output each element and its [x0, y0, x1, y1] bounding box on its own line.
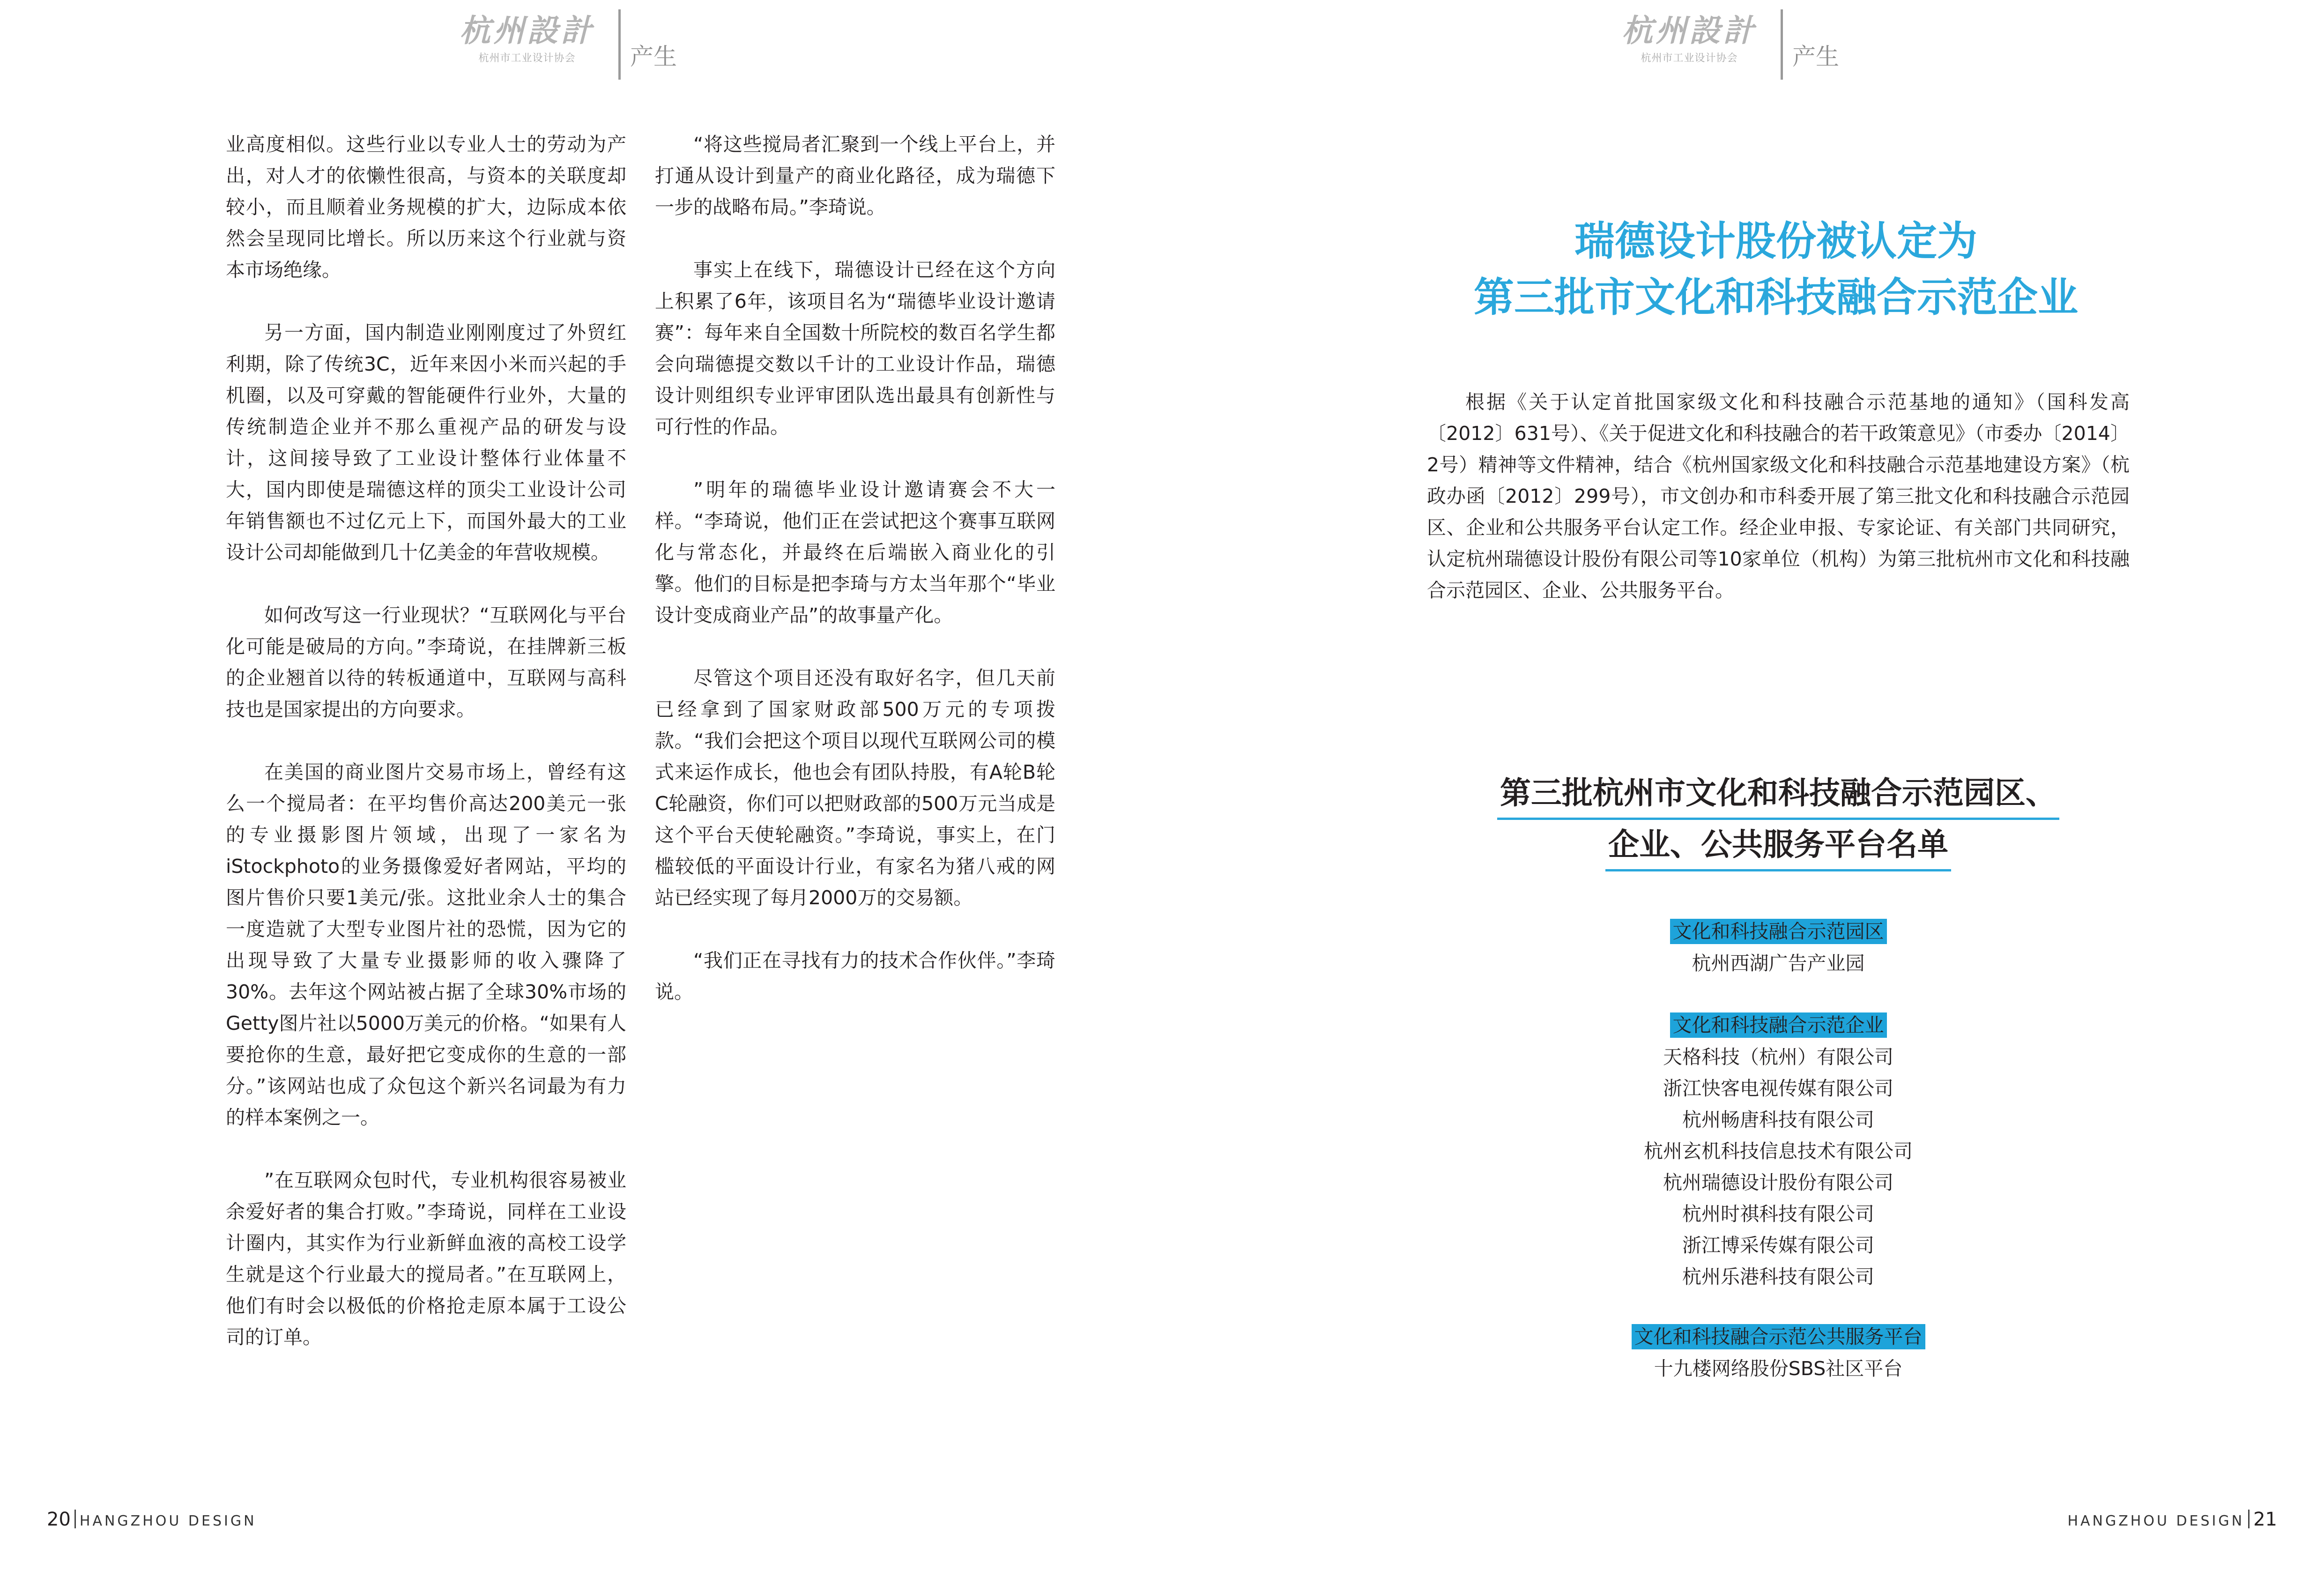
list-item: 杭州时祺科技有限公司	[1682, 1203, 1874, 1225]
page-header	[1162, 9, 2324, 80]
list-item: 杭州玄机科技信息技术有限公司	[1644, 1140, 1913, 1162]
paragraph: 业高度相似。这些行业以专业人士的劳动为产出，对人才的依懒性很高，与资本的关联度却较小，而且顺着业务规模的扩大，边际成本依然会呈现同比增长。所以历来这个行业就与资本市场绝缘。	[226, 133, 626, 281]
footer-divider	[2248, 1510, 2250, 1528]
section-label: 产生	[1792, 43, 1839, 70]
brand	[450, 9, 604, 66]
list-item: 杭州畅唐科技有限公司	[1682, 1109, 1874, 1131]
paragraph: ”在互联网众包时代，专业机构很容易被业余爱好者的集合打败。”李琦说，同样在工业设计圈内，其实作为行业新鲜血液的高校工设学生就是这个行业最大的搅局者。”在互联网上，他们有时会以极低的价格抢走原本属于工设公司的订单。	[226, 1169, 626, 1348]
page-number: 20	[47, 1509, 71, 1530]
page-footer	[47, 1508, 257, 1531]
list-item: 天格科技（杭州）有限公司	[1663, 1046, 1893, 1068]
paragraph: 另一方面，国内制造业刚刚度过了外贸红利期，除了传统3C，近年来因小米而兴起的手机圈，以及可穿戴的智能硬件行业外，大量的传统制造企业并不那么重视产品的研发与设计，这间接导致了工业设计整体行业体量不大，国内即使是瑞德这样的顶尖工业设计公司年销售额也不过亿元上下，而国外最大的工业设计公司却能做到几十亿美金的年营收规模。	[226, 321, 626, 564]
headline-line: 第三批市文化和科技融合示范企业	[1474, 274, 2078, 321]
page-number: 21	[2253, 1509, 2277, 1530]
brand	[1612, 9, 1767, 66]
header-divider	[618, 9, 621, 80]
category-label: 文化和科技融合示范公共服务平台	[1632, 1324, 1925, 1349]
paragraph: “将这些搅局者汇聚到一个线上平台上，并打通从设计到量产的商业化路径，成为瑞德下一步的战略布局。”李琦说。	[655, 133, 1055, 218]
list-title-line: 企业、公共服务平台名单	[1605, 820, 1951, 871]
list-title-line: 第三批杭州市文化和科技融合示范园区、	[1497, 768, 2059, 820]
list-item: 浙江博采传媒有限公司	[1682, 1234, 1874, 1257]
category-label: 文化和科技融合示范园区	[1670, 919, 1887, 944]
page-header	[0, 9, 1162, 80]
brand-subtitle: 杭州市工业设计协会	[478, 52, 576, 64]
article-column-1	[226, 129, 626, 1384]
list-item: 浙江快客电视传媒有限公司	[1663, 1077, 1893, 1100]
category-label: 文化和科技融合示范企业	[1670, 1012, 1887, 1038]
magazine-name: HANGZHOU DESIGN	[2067, 1513, 2245, 1529]
list-item: 杭州瑞德设计股份有限公司	[1663, 1171, 1893, 1194]
article-headline	[1378, 213, 2174, 326]
list-title	[1450, 768, 2106, 871]
list-item: 杭州西湖广告产业园	[1692, 952, 1865, 975]
article-column-2	[655, 129, 1055, 1039]
category-platforms	[1427, 1321, 2130, 1384]
paragraph: “我们正在寻找有力的技术合作伙伴。”李琦说。	[655, 949, 1055, 1003]
category-parks	[1427, 916, 2130, 979]
brand-logo: 杭州設計	[1622, 12, 1757, 49]
section-label: 产生	[630, 43, 677, 70]
paragraph: 尽管这个项目还没有取好名字，但几天前已经拿到了国家财政部500万元的专项拨款。“我们会把这个项目以现代互联网公司的模式来运作成长，他也会有团队持股，有A轮B轮C轮融资，你们可以把财政部的500万元当成是这个平台天使轮融资。”李琦说，事实上，在门槛较低的平面设计行业，有家名为猪八戒的网站已经实现了每月2000万的交易额。	[655, 667, 1055, 909]
page-footer	[2067, 1508, 2277, 1531]
headline-line: 瑞德设计股份被认定为	[1574, 217, 1977, 265]
header-divider	[1781, 9, 1783, 80]
lead-paragraph: 根据《关于认定首批国家级文化和科技融合示范基地的通知》（国科发高〔2012〕631号）、《关于促进文化和科技融合的若干政策意见》（市委办〔2014〕2号）精神等文件精神，结合《杭州国家级文化和科技融合示范基地建设方案》（杭政办函〔2012〕299号），市文创办和市科委开展了第三批文化和科技融合示范园区、企业和公共服务平台认定工作。经企业申报、专家论证、有关部门共同研究，认定杭州瑞德设计股份有限公司等10家单位（机构）为第三批杭州市文化和科技融合示范园区、企业、公共服务平台。	[1427, 391, 2130, 602]
right-page	[1162, 0, 2324, 1578]
list-item: 杭州乐港科技有限公司	[1682, 1265, 1874, 1288]
paragraph: 如何改写这一行业现状？“互联网化与平台化可能是破局的方向。”李琦说，在挂牌新三板的企业翘首以待的转板通道中，互联网与高科技也是国家提出的方向要求。	[226, 604, 626, 721]
footer-divider	[74, 1510, 76, 1528]
magazine-name: HANGZHOU DESIGN	[79, 1513, 257, 1529]
paragraph: ”明年的瑞德毕业设计邀请赛会不大一样。“李琦说，他们正在尝试把这个赛事互联网化与常态化，并最终在后端嵌入商业化的引擎。他们的目标是把李琦与方太当年那个“毕业设计变成商业产品”的故事量产化。	[655, 478, 1055, 626]
category-enterprises	[1427, 1010, 2130, 1293]
list-item: 十九楼网络股份SBS社区平台	[1654, 1357, 1903, 1380]
brand-logo: 杭州設計	[460, 12, 594, 49]
paragraph: 事实上在线下，瑞德设计已经在这个方向上积累了6年，该项目名为“瑞德毕业设计邀请赛”：每年来自全国数十所院校的数百名学生都会向瑞德提交数以千计的工业设计作品，瑞德设计则组织专业评审团队选出最具有创新性与可行性的作品。	[655, 259, 1055, 438]
brand-subtitle: 杭州市工业设计协会	[1641, 52, 1738, 64]
paragraph: 在美国的商业图片交易市场上，曾经有这么一个搅局者：在平均售价高达200美元一张的专业摄影图片领域，出现了一家名为iStockphoto的业务摄像爱好者网站，平均的图片售价只要1美元/张。这批业余人士的集合一度造就了大型专业图片社的恐慌，因为它的出现导致了大量专业摄影师的收入骤降了30%。去年这个网站被占据了全球30%市场的Getty图片社以5000万美元的价格。“如果有人要抢你的生意，最好把它变成你的生意的一部分。”该网站也成了众包这个新兴名词最为有力的样本案例之一。	[226, 761, 626, 1129]
